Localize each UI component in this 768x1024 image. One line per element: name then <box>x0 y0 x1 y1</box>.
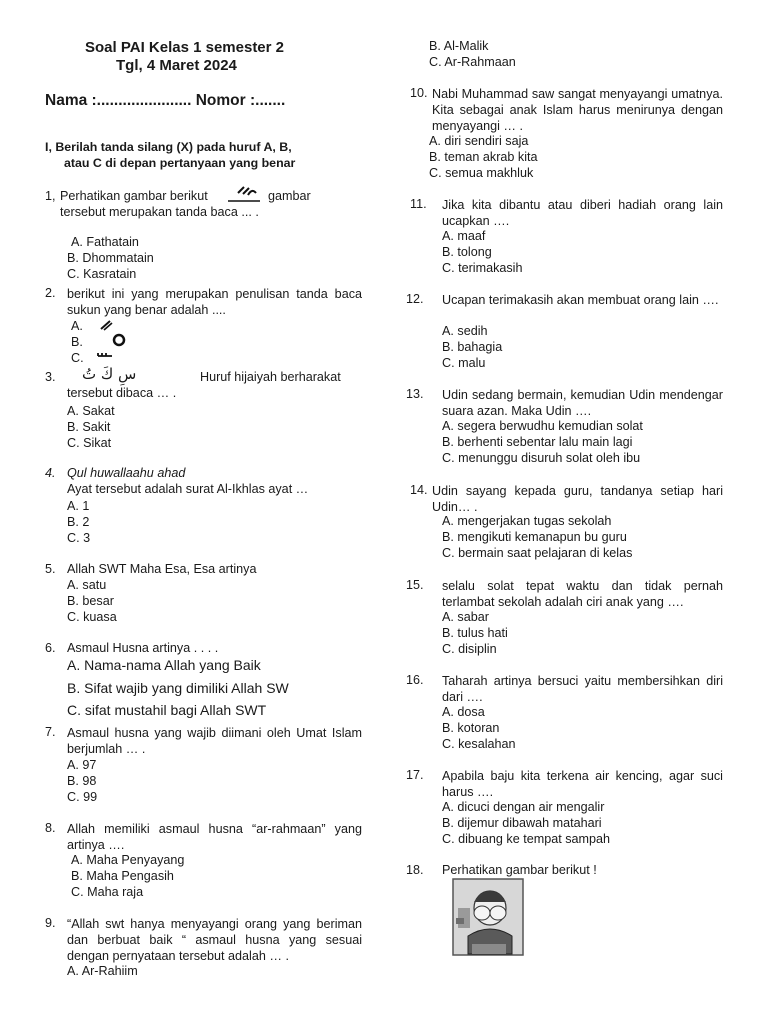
sukun-figure-a <box>98 317 114 331</box>
option-b[interactable]: B. Sakit <box>67 420 111 434</box>
question-number: 13. <box>406 387 424 401</box>
question-text: Allah memiliki asmaul husna “ar-rahmaan” yang artinya …. <box>67 822 362 852</box>
question-number: 1, <box>45 189 56 203</box>
question-number: 18. <box>406 863 424 877</box>
question-text: Ucapan terimakasih akan membuat orang lain …. <box>442 293 719 307</box>
option-c[interactable]: C. <box>71 351 84 365</box>
option-c[interactable]: C. bermain saat pelajaran di kelas <box>442 546 633 560</box>
question-number: 5. <box>45 562 56 576</box>
instruction-line-2: atau C di depan pertanyaan yang benar <box>64 156 296 170</box>
option-b[interactable]: B. 98 <box>67 774 97 788</box>
option-a[interactable]: A. diri sendiri saja <box>429 134 529 148</box>
question-text: Allah SWT Maha Esa, Esa artinya <box>67 562 257 576</box>
option-b[interactable]: B. bahagia <box>442 340 503 354</box>
option-a[interactable]: A. mengerjakan tugas sekolah <box>442 514 612 528</box>
question-number: 3. <box>45 370 56 384</box>
question-text: Perhatikan gambar berikut ! <box>442 863 597 877</box>
option-c[interactable]: C. semua makhluk <box>429 166 534 180</box>
question-number: 16. <box>406 673 424 687</box>
q9-option-c[interactable]: C. Ar-Rahmaan <box>429 55 516 69</box>
question-text: Ayat tersebut adalah surat Al-Ikhlas ayat … <box>67 482 309 496</box>
option-a[interactable]: A. Fathatain <box>71 235 139 249</box>
option-b[interactable]: B. Sifat wajib yang dimiliki Allah SW <box>67 680 289 696</box>
question-text: berikut ini yang merupakan penulisan tanda baca sukun yang benar adalah .... <box>67 287 362 317</box>
question-number: 4. <box>45 466 56 480</box>
option-b[interactable]: B. berhenti sebentar lalu main lagi <box>442 435 633 449</box>
fathatain-figure <box>226 184 262 204</box>
question-text: Huruf hijaiyah berharakat <box>200 370 341 384</box>
option-a[interactable]: A. <box>71 319 83 333</box>
option-a[interactable]: A. 1 <box>67 499 90 513</box>
question-text-cont: tersebut merupakan tanda baca ... . <box>60 205 259 219</box>
question-number: 12. <box>406 292 424 306</box>
question-text: Asmaul Husna artinya . . . . <box>67 641 219 655</box>
question-number: 10. <box>410 86 428 100</box>
option-a[interactable]: A. segera berwudhu kemudian solat <box>442 419 643 433</box>
option-a[interactable]: A. Ar-Rahiim <box>67 964 138 978</box>
instruction-line-1: I, Berilah tanda silang (X) pada huruf A, B, <box>45 140 292 154</box>
question-text: Udin sayang kepada guru, tandanya setiap hari Udin… . <box>432 484 723 514</box>
option-a[interactable]: A. sedih <box>442 324 488 338</box>
option-b[interactable]: B. dijemur dibawah matahari <box>442 816 602 830</box>
question-number: 8. <box>45 821 56 835</box>
sukun-figure-b <box>111 332 127 348</box>
verse-text: Qul huwallaahu ahad <box>67 466 186 480</box>
question-number: 9. <box>45 916 56 930</box>
option-a[interactable]: A. Sakat <box>67 404 115 418</box>
question-text: Taharah artinya bersuci yaitu membersihkan diri dari …. <box>442 674 723 704</box>
option-b[interactable]: B. mengikuti kemanapun bu guru <box>442 530 627 544</box>
option-c[interactable]: C. Sikat <box>67 436 112 450</box>
option-c[interactable]: C. sifat mustahil bagi Allah SWT <box>67 702 267 718</box>
sukun-figure-c <box>96 350 114 360</box>
option-a[interactable]: A. sabar <box>442 610 489 624</box>
q9-option-b[interactable]: B. Al-Malik <box>429 39 489 53</box>
option-b[interactable]: B. besar <box>67 594 114 608</box>
option-a[interactable]: A. Nama-nama Allah yang Baik <box>67 657 261 673</box>
option-a[interactable]: A. maaf <box>442 229 486 243</box>
question-text: Asmaul husna yang wajib diimani oleh Umat Islam berjumlah … . <box>67 726 362 756</box>
option-c[interactable]: C. disiplin <box>442 642 497 656</box>
option-c[interactable]: C. Maha raja <box>71 885 144 899</box>
option-c[interactable]: C. dibuang ke tempat sampah <box>442 832 611 846</box>
option-b[interactable]: B. kotoran <box>442 721 500 735</box>
option-c[interactable]: C. menunggu disuruh solat oleh ibu <box>442 451 641 465</box>
option-c[interactable]: C. Kasratain <box>67 267 137 281</box>
question-text-cont: tersebut dibaca … . <box>67 386 177 400</box>
question-text: Nabi Muhammad saw sangat menyayangi umatnya. Kita sebagai anak Islam harus menirunya dengan menyayangi … . <box>432 87 723 133</box>
name-number-line: Nama :...................... Nomor :....... <box>45 92 286 109</box>
page-title: Soal PAI Kelas 1 semester 2 <box>85 39 284 56</box>
option-c[interactable]: C. malu <box>442 356 486 370</box>
question-text: Udin sedang bermain, kemudian Udin mendengar suara azan. Maka Udin …. <box>442 388 723 418</box>
option-a[interactable]: A. dosa <box>442 705 485 719</box>
question-text: Jika kita dibantu atau diberi hadiah orang lain ucapkan …. <box>442 198 723 228</box>
option-a[interactable]: A. satu <box>67 578 107 592</box>
option-c[interactable]: C. 3 <box>67 531 91 545</box>
option-a[interactable]: A. 97 <box>67 758 97 772</box>
option-c[interactable]: C. kesalahan <box>442 737 516 751</box>
question-number: 14. <box>410 483 428 497</box>
question-text: Perhatikan gambar berikut <box>60 189 208 203</box>
question-text-cont: gambar <box>268 189 311 203</box>
question-text: Apabila baju kita terkena air kencing, agar suci harus …. <box>442 769 723 799</box>
option-b[interactable]: B. 2 <box>67 515 90 529</box>
arabic-letters: سِ كَ تُ <box>82 365 137 383</box>
question-number: 17. <box>406 768 424 782</box>
question-text: “Allah swt hanya menyayangi orang yang beriman dan berbuat baik “ asmaul husna yang sesuai dengan pernyataan tersebut adalah … . <box>67 917 362 963</box>
option-b[interactable]: B. Dhommatain <box>67 251 154 265</box>
question-number: 2. <box>45 286 56 300</box>
option-b[interactable]: B. teman akrab kita <box>429 150 538 164</box>
child-washing-face-image <box>452 878 524 956</box>
option-b[interactable]: B. tulus hati <box>442 626 508 640</box>
option-c[interactable]: C. kuasa <box>67 610 117 624</box>
option-c[interactable]: C. 99 <box>67 790 98 804</box>
option-a[interactable]: A. dicuci dengan air mengalir <box>442 800 605 814</box>
question-number: 15. <box>406 578 424 592</box>
option-a[interactable]: A. Maha Penyayang <box>71 853 185 867</box>
option-b[interactable]: B. Maha Pengasih <box>71 869 174 883</box>
question-number: 6. <box>45 641 56 655</box>
question-number: 11. <box>410 197 427 211</box>
exam-date: Tgl, 4 Maret 2024 <box>116 57 237 74</box>
option-b[interactable]: B. tolong <box>442 245 492 259</box>
question-text: selalu solat tepat waktu dan tidak pernah terlambat sekolah adalah ciri anak yang …. <box>442 579 723 609</box>
option-c[interactable]: C. terimakasih <box>442 261 523 275</box>
question-number: 7. <box>45 725 56 739</box>
option-b[interactable]: B. <box>71 335 83 349</box>
